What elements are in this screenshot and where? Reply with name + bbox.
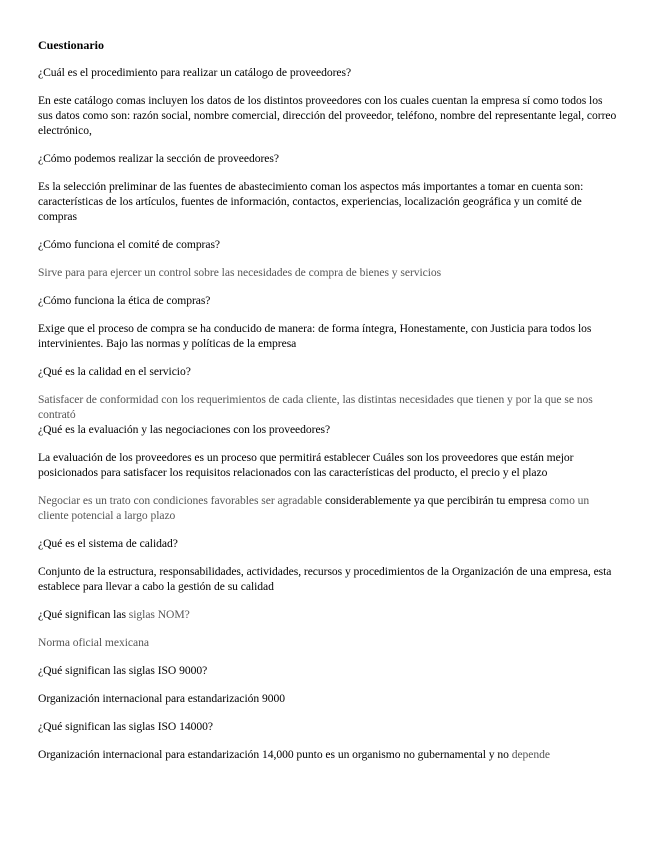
question-8: [38, 607, 618, 622]
answer-6b-black: considerablemente ya que percibirán tu empresa: [324, 494, 547, 507]
answer-6b-gray: Negociar es un trato con condiciones favorables ser agradable: [38, 494, 323, 507]
answer-10: [38, 747, 618, 762]
answer-4: Exige que el proceso de compra se ha conducido de manera: de forma íntegra, Honestamente, con Justicia para todos los intervinientes. Bajo las normas y políticas de la empresa: [38, 322, 592, 350]
document-page: [38, 38, 618, 775]
answer-6b-gray2: como un cliente potencial a largo plazo: [38, 494, 590, 522]
question-4: ¿Cómo funciona la ética de compras?: [38, 294, 211, 307]
answer-10-black: Organización internacional para estandarización 14,000 punto es un organismo no gubernamental y no: [38, 748, 509, 761]
document-title: Cuestionario: [38, 38, 104, 52]
question-5: ¿Qué es la calidad en el servicio?: [38, 365, 191, 378]
question-3: ¿Cómo funciona el comité de compras?: [38, 238, 221, 251]
question-10: ¿Qué significan las siglas ISO 14000?: [38, 720, 213, 733]
answer-2: Es la selección preliminar de las fuentes de abastecimiento coman los aspectos más importantes a tomar en cuenta son: características de los artículos, fuentes de información, contactos, experiencias, localización geográfica y un comité de compras: [38, 180, 584, 223]
answer-8: Norma oficial mexicana: [38, 636, 149, 649]
answer-3: Sirve para para ejercer un control sobre las necesidades de compra de bienes y servicios: [38, 266, 442, 279]
question-2: ¿Cómo podemos realizar la sección de proveedores?: [38, 152, 279, 165]
question-6: ¿Qué es la evaluación y las negociaciones con los proveedores?: [38, 423, 331, 436]
answer-10-gray: depende: [511, 748, 550, 761]
answer-1: En este catálogo comas incluyen los datos de los distintos proveedores con los cuales cuentan la empresa sí como todos los sus datos como son: razón social, nombre comercial, dirección del proveedor, teléfono, nombre del representante legal, correo electrónico,: [38, 94, 617, 137]
answer-6-main: La evaluación de los proveedores es un proceso que permitirá establecer Cuáles son los proveedores que están mejor posicionados para satisfacer los requisitos relacionados con las características del producto, el precio y el plazo: [38, 451, 574, 479]
question-1: ¿Cuál es el procedimiento para realizar un catálogo de proveedores?: [38, 66, 352, 79]
answer-5: Satisfacer de conformidad con los requerimientos de cada cliente, las distintas necesidades que tienen y por la que se nos contrató: [38, 393, 593, 421]
answer-9: Organización internacional para estandarización 9000: [38, 692, 285, 705]
question-8-black: ¿Qué significan las: [38, 608, 126, 621]
question-8-gray: siglas NOM?: [128, 608, 190, 621]
answer-6: [38, 450, 618, 480]
answer-7: Conjunto de la estructura, responsabilidades, actividades, recursos y procedimientos de la Organización de una empresa, esta establece para llevar a cabo la gestión de su calidad: [38, 565, 612, 593]
question-7: ¿Qué es el sistema de calidad?: [38, 537, 178, 550]
answer-6b: [38, 493, 618, 523]
question-9: ¿Qué significan las siglas ISO 9000?: [38, 664, 208, 677]
